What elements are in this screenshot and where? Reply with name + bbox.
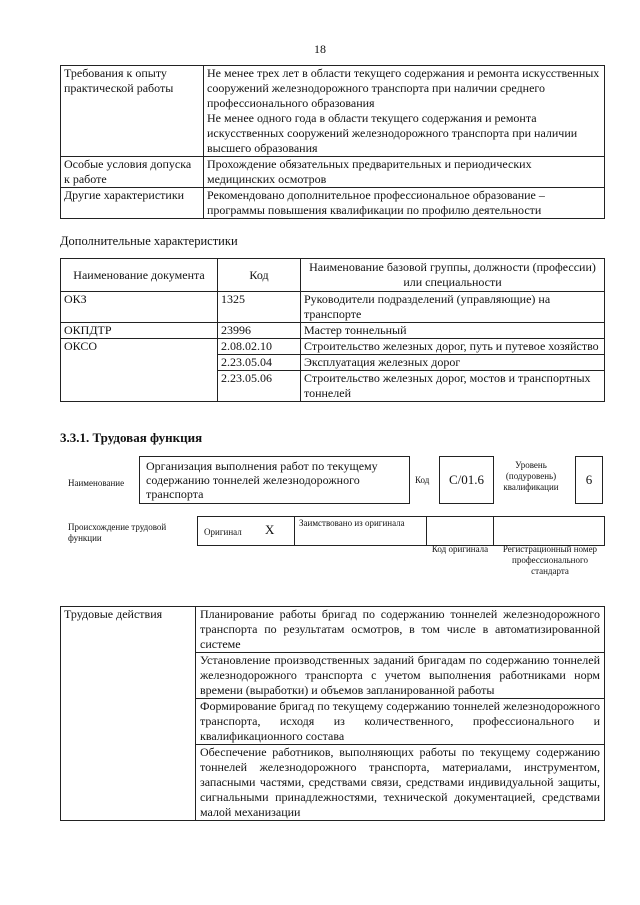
table-row xyxy=(61,607,605,653)
name-cell: Строительство железных дорог, мостов и транспортных тоннелей xyxy=(301,371,605,402)
labor-action: Обеспечение работников, выполняющих работы по текущему содержанию тоннелей железнодорожного транспорта, материалами, инструментом, запасными частями, средствами связи, средствами индивидуальной защиты, сигнальными принадлежностями, технической документацией, средствами малой механизации xyxy=(196,745,605,821)
doc-cell: ОКЗ xyxy=(61,292,218,323)
code-cell: 2.08.02.10 xyxy=(218,339,301,355)
table-row xyxy=(61,323,605,339)
row-value: Прохождение обязательных предварительных и периодических медицинских осмотров xyxy=(204,157,605,188)
name-cell: Строительство железных дорог, путь и путевое хозяйство xyxy=(301,339,605,355)
labor-action: Формирование бригад по текущему содержанию тоннелей железнодорожного транспорта, исходя из количественного, профессионального и квалификационного состава xyxy=(196,699,605,745)
code-label: Код xyxy=(415,475,430,485)
original-mark: X xyxy=(265,522,275,537)
table-row xyxy=(61,157,605,188)
table-row xyxy=(61,66,605,157)
row-label: Другие характеристики xyxy=(61,188,204,219)
additional-title: Дополнительные характеристики xyxy=(60,234,238,248)
table-row xyxy=(61,339,605,355)
function-heading: 3.3.1. Трудовая функция xyxy=(60,430,203,445)
borrowed-label: Заимствовано из оригинала xyxy=(299,518,405,528)
function-code-box: C/01.6 xyxy=(439,456,494,504)
divider xyxy=(493,516,494,546)
labor-action: Планирование работы бригад по содержанию тоннелей железнодорожного транспорта по результатам осмотров, в том числе в автоматизированной системе xyxy=(196,607,605,653)
name-cell: Мастер тоннельный xyxy=(301,323,605,339)
row-value-line: Не менее одного года в области текущего содержания и ремонта искусственных сооружений железнодорожного транспорта при наличии высшего образования xyxy=(207,111,578,155)
table-header-row xyxy=(61,259,605,292)
page-number: 18 xyxy=(314,42,326,56)
row-value: Рекомендовано дополнительное профессиональное образование – программы повышения квалификации по профилю деятельности xyxy=(204,188,605,219)
column-header: Наименование базовой группы, должности (профессии) или специальности xyxy=(301,259,605,292)
table-row xyxy=(61,188,605,219)
doc-cell: ОКСО xyxy=(61,339,218,402)
code-cell: 2.23.05.04 xyxy=(218,355,301,371)
name-label: Наименование xyxy=(68,478,125,488)
row-label: Особые условия допуска к работе xyxy=(61,157,204,188)
labor-actions-label: Трудовые действия xyxy=(61,607,196,821)
function-name-box: Организация выполнения работ по текущему содержанию тоннелей железнодорожного транспорта xyxy=(139,456,410,504)
name-cell: Эксплуатация железных дорог xyxy=(301,355,605,371)
row-value-line: Не менее трех лет в области текущего содержания и ремонта искусственных сооружений железнодорожного транспорта при наличии среднего профессионального образования xyxy=(207,66,600,110)
divider xyxy=(294,516,295,546)
code-cell: 2.23.05.06 xyxy=(218,371,301,402)
doc-cell: ОКПДТР xyxy=(61,323,218,339)
level-box: 6 xyxy=(575,456,603,504)
labor-action: Установление производственных заданий бригадам по содержанию тоннелей железнодорожного транспорта с учетом выполнения работниками норм времени (выработки) и объемов запланированной работы xyxy=(196,653,605,699)
origin-label: Происхождение трудовой функции xyxy=(68,522,167,543)
table-row xyxy=(61,292,605,323)
labor-actions-table xyxy=(60,606,605,821)
level-label: Уровень (подуровень) квалификации xyxy=(503,460,559,492)
code-cell: 23996 xyxy=(218,323,301,339)
name-cell: Руководители подразделений (управляющие) на транспорте xyxy=(301,292,605,323)
code-cell: 1325 xyxy=(218,292,301,323)
column-header: Наименование документа xyxy=(61,259,218,292)
classification-table xyxy=(60,258,605,402)
requirements-table xyxy=(60,65,605,219)
divider xyxy=(426,516,427,546)
row-value xyxy=(204,66,605,157)
row-label: Требования к опыту практической работы xyxy=(61,66,204,157)
reg-number-label: Регистрационный номер профессионального стандарта xyxy=(502,544,598,576)
column-header: Код xyxy=(218,259,301,292)
code-original-label: Код оригинала xyxy=(431,544,489,554)
original-label: Оригинал xyxy=(204,527,242,537)
